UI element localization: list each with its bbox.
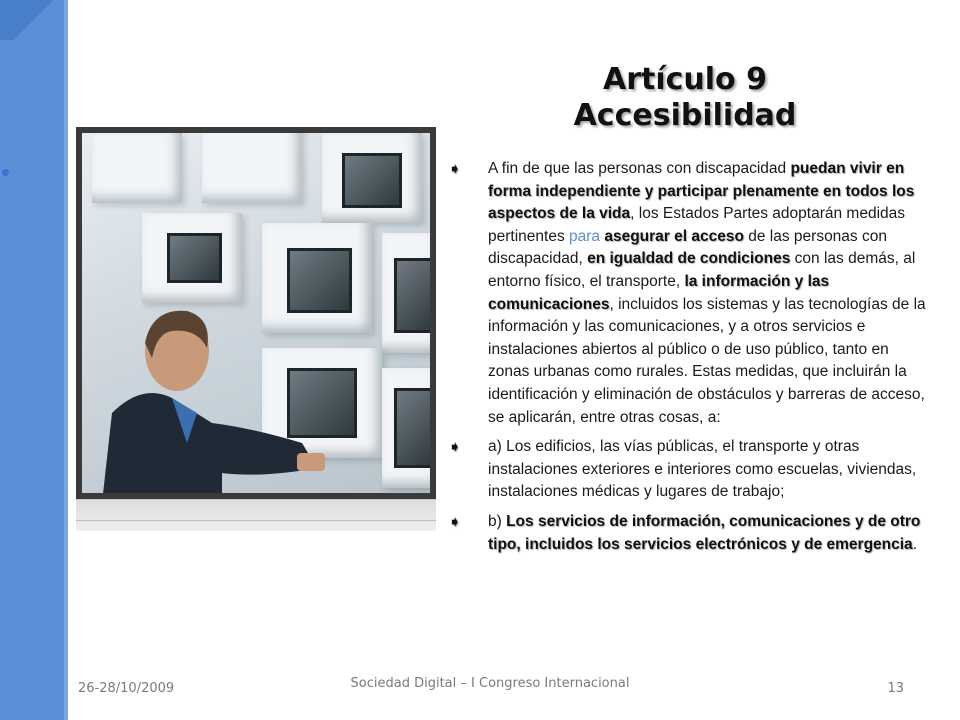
p1-text-2: , los Estados Partes adoptarán medidas pertinentes: [488, 205, 906, 245]
p3-highlight-1: Los servicios de información, comunicaciones y de otro tipo, incluidos los servicios electrónicos y de emergencia: [488, 512, 921, 553]
p1-highlight-1: puedan vivir en forma independiente y participar plenamente en todos los aspectos de la vida: [488, 160, 915, 223]
sidebar-edge: [64, 0, 68, 720]
arrow-bullet-icon: ➧: [448, 161, 462, 178]
p3-text-1: b): [488, 512, 507, 530]
photo-frame: [76, 127, 436, 499]
footer-title: Sociedad Digital – I Congreso Internacional: [350, 676, 630, 691]
p1-blue-word: para: [569, 227, 601, 245]
slide-body: [448, 158, 928, 563]
p1-text-5: con las demás, al entorno físico, el transporte,: [488, 250, 916, 290]
slide-title: [440, 62, 930, 134]
paragraph-1: [448, 158, 928, 429]
arrow-bullet-icon: ➧: [448, 439, 462, 457]
sidebar-decoration: [0, 0, 68, 720]
page-number: 13: [887, 681, 904, 696]
p1-text-6: , incluidos los sistemas y las tecnologías de la información y las comunicaciones, y a otros servicios e instalaciones abiertos al público o de uso público, tanto en zonas urbanas como rurales. Estas medidas, que incluirán la identificación y eliminación de obstáculos y barreras de acceso, se aplicarán, entre otras cosas, a:: [488, 295, 926, 426]
p1-highlight-3: en igualdad de condiciones: [587, 250, 791, 268]
p1-text-1: A fin de que las personas con discapacidad: [488, 160, 791, 177]
photo-shelf: [76, 499, 436, 531]
p3-text-2: .: [912, 535, 917, 553]
p1-text-4: de las personas con discapacidad,: [488, 227, 887, 268]
business-man-photo: [82, 133, 430, 493]
p2-text-1: a) Los edificios, las vías públicas, el transporte y otras instalaciones exteriores e interiores como escuelas, viviendas, instalaciones médicas y lugares de trabajo;: [488, 438, 917, 501]
p1-highlight-2: asegurar el acceso: [604, 227, 744, 245]
decorative-dot: [2, 169, 9, 176]
sidebar-fold: [0, 0, 68, 40]
p1-highlight-4: la información y las comunicaciones: [488, 272, 830, 313]
title-line-1: Artículo 9: [603, 62, 767, 97]
title-line-2: Accesibilidad: [573, 98, 797, 133]
paragraph-3: [448, 511, 928, 556]
paragraph-2: [448, 436, 928, 504]
man-figure: [102, 303, 332, 493]
footer-date: 26-28/10/2009: [78, 681, 175, 696]
arrow-bullet-icon: ➧: [448, 513, 462, 531]
